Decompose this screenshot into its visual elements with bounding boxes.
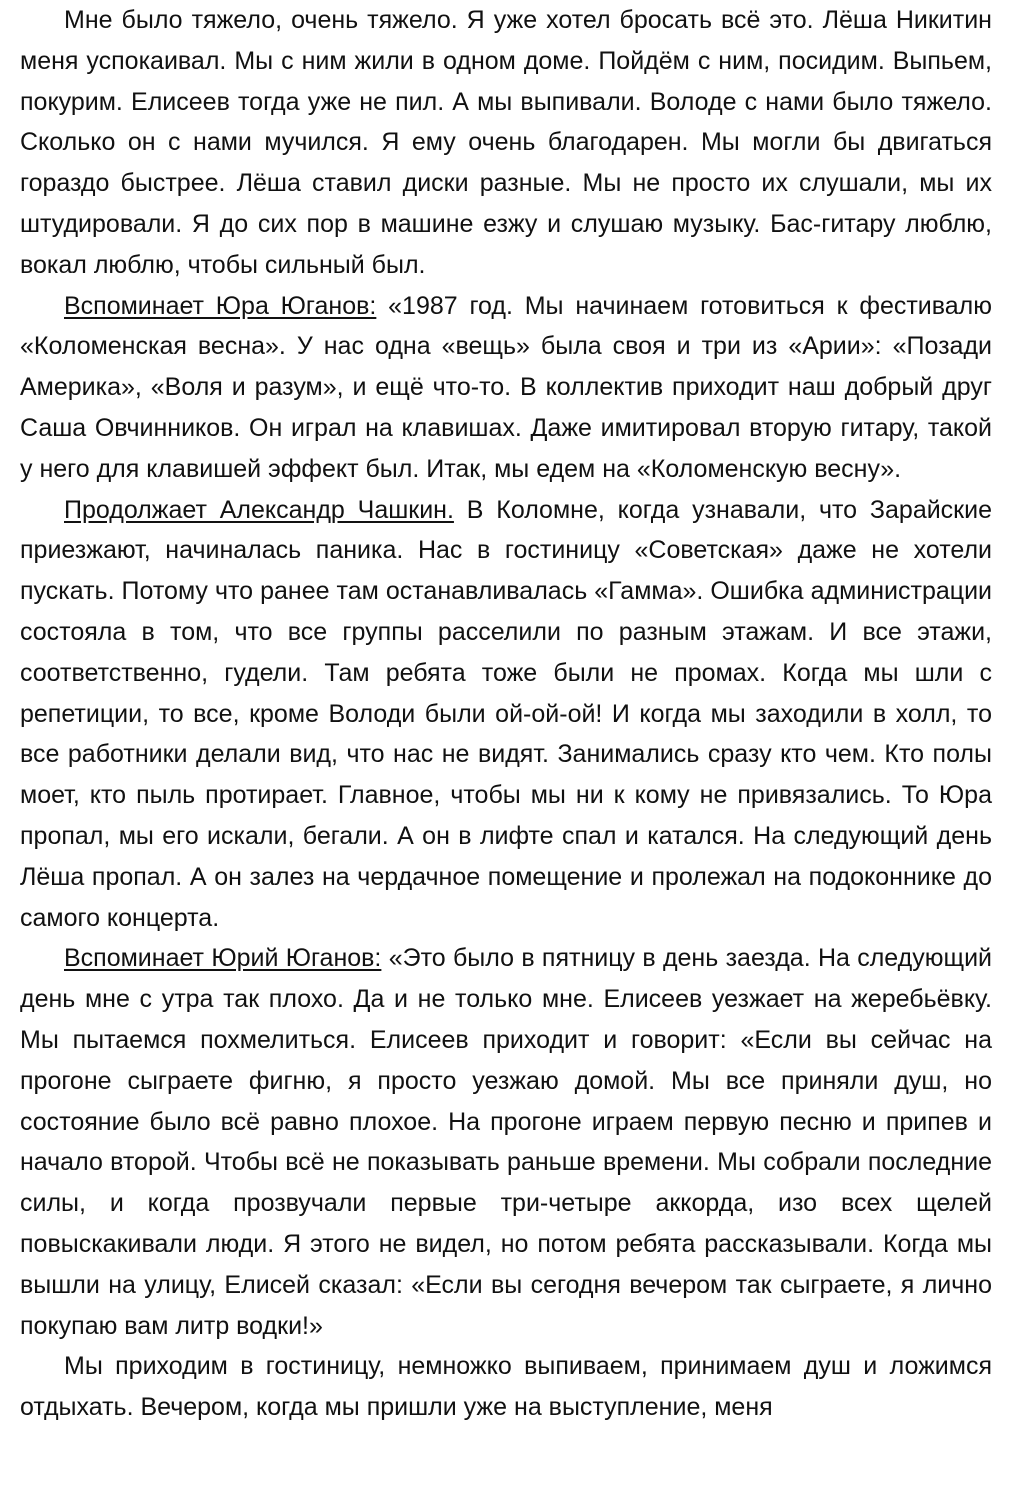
paragraph-3 (20, 490, 992, 939)
speaker-label: Вспоминает Юра Юганов: (64, 291, 377, 320)
paragraph-4 (20, 938, 992, 1346)
paragraph-text: Мы приходим в гостиницу, немножко выпиваем, принимаем душ и ложимся отдыхать. Вечером, когда мы пришли уже на выступление, меня (20, 1352, 992, 1422)
paragraph-5 (20, 1346, 992, 1428)
speaker-label: Вспоминает Юрий Юганов: (64, 944, 382, 973)
paragraph-text: Мне было тяжело, очень тяжело. Я уже хотел бросать всё это. Лёша Никитин меня успокаивал. Мы с ним жили в одном доме. Пойдём с ним, посидим. Выпьем, покурим. Елисеев тогда уже не пил. А мы выпивали. Володе с нами было тяжело. Сколько он с нами мучился. Я ему очень благодарен. Мы могли бы двигаться гораздо быстрее. Лёша ставил диски разные. Мы не просто их слушали, мы их штудировали. Я до сих пор в машине езжу и слушаю музыку. Бас-гитару люблю, вокал люблю, чтобы сильный был. (20, 6, 992, 279)
paragraph-text: «1987 год. Мы начинаем готовиться к фестивалю «Коломенская весна». У нас одна «вещь» была своя и три из «Арии»: «Позади Америка», «Воля и разум», и ещё что-то. В коллектив приходит наш добрый друг Саша Овчинников. Он играл на клавишах. Даже имитировал вторую гитару, такой у него для клавишей эффект был. Итак, мы едем на «Коломенскую весну». (20, 291, 993, 483)
document-page (20, 0, 992, 1428)
paragraph-1 (20, 0, 992, 286)
paragraph-text: В Коломне, когда узнавали, что Зарайские приезжают, начиналась паника. Нас в гостиницу «Советская» даже не хотели пускать. Потому что ранее там останавливалась «Гамма». Ошибка администрации состояла в том, что все группы расселили по разным этажам. И все этажи, соответственно, гудели. Там ребята тоже были не промах. Когда мы шли с репетиции, то все, кроме Володи были ой-ой-ой! И когда мы заходили в холл, то все работники делали вид, что нас не видят. Занимались сразу кто чем. Кто полы моет, кто пыль протирает. Главное, чтобы мы ни к кому не привязались. То Юра пропал, мы его искали, бегали. А он в лифте спал и катался. На следующий день Лёша пропал. А он залез на чердачное помещение и пролежал на подоконнике до самого концерта. (20, 495, 992, 932)
paragraph-2 (20, 286, 992, 490)
paragraph-text: «Это было в пятницу в день заезда. На следующий день мне с утра так плохо. Да и не только мне. Елисеев уезжает на жеребьёвку. Мы пытаемся похмелиться. Елисеев приходит и говорит: «Если вы сейчас на прогоне сыграете фигню, я просто уезжаю домой. Мы все приняли душ, но состояние было всё равно плохое. На прогоне играем первую песню и припев и начало второй. Чтобы всё не показывать раньше времени. Мы собрали последние силы, и когда прозвучали первые три-четыре аккорда, изо всех щелей повыскакивали люди. Я этого не видел, но потом ребята рассказывали. Когда мы вышли на улицу, Елисей сказал: «Если вы сегодня вечером так сыграете, я лично покупаю вам литр водки!» (20, 944, 993, 1340)
speaker-label: Продолжает Александр Чашкин. (64, 495, 454, 524)
